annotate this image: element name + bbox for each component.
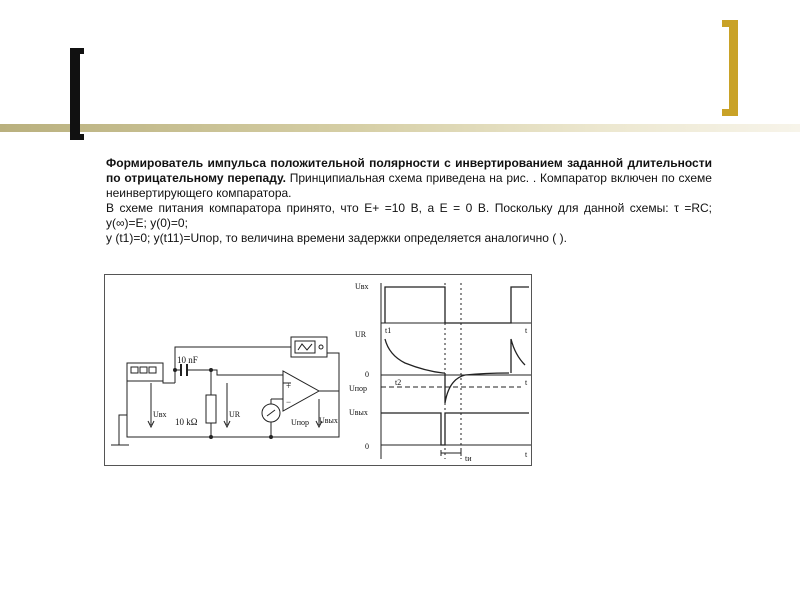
resistor-icon bbox=[206, 395, 216, 423]
generator-icon bbox=[127, 363, 163, 381]
capacitor-icon bbox=[181, 364, 187, 376]
timing-ur-label: UR bbox=[355, 330, 367, 339]
paragraph-3: y (t1)=0; y(t11)=Uпор, то величина времени задержки определяется аналогично ( ). bbox=[106, 231, 567, 245]
timing-t-label-2: t bbox=[525, 378, 528, 387]
timing-uthr-label: Uпор bbox=[349, 384, 368, 393]
circuit-ur-label: UR bbox=[229, 410, 241, 419]
comparator-plus: + bbox=[286, 381, 292, 391]
circuit-uthr-label: Uпор bbox=[291, 418, 310, 427]
circuit-and-timing-diagram bbox=[105, 275, 533, 467]
timing-t2-label: t2 bbox=[395, 378, 402, 387]
timing-zero-1: 0 bbox=[365, 370, 369, 379]
slide-text bbox=[106, 156, 712, 246]
decorative-bar bbox=[0, 124, 800, 132]
circuit-schematic bbox=[111, 337, 339, 445]
timing-t-label-3: t bbox=[525, 450, 528, 459]
timing-zero-2: 0 bbox=[365, 442, 369, 451]
timing-t-label-1: t bbox=[525, 326, 528, 335]
resistor-label: 10 kΩ bbox=[175, 417, 198, 427]
capacitor-label: 10 nF bbox=[177, 355, 198, 365]
comparator-minus: − bbox=[286, 397, 292, 407]
paragraph-1-heading: Формирователь импульса положительной полярности с инвертированием заданной длительности по отрицательному перепаду. bbox=[106, 156, 712, 185]
left-bracket-decoration bbox=[70, 48, 84, 140]
timing-tu-label: tи bbox=[465, 454, 472, 463]
timing-uout-label: Uвых bbox=[349, 408, 368, 417]
right-bracket-decoration bbox=[722, 20, 738, 116]
circuit-figure bbox=[104, 274, 532, 466]
circuit-uin-label: Uвх bbox=[153, 410, 167, 419]
timing-diagrams bbox=[381, 283, 531, 459]
timing-t1-label: t1 bbox=[385, 326, 392, 335]
circuit-uout-label: Uвых bbox=[319, 416, 338, 425]
paragraph-2: В схеме питания компаратора принято, что E+ =10 В, а E = 0 В. Поскольку для данной схемы: τ =RC; y(∞)=E; y(0)=0; bbox=[106, 201, 712, 230]
paragraph-1-body: Принципиальная схема приведена на рис. . Компаратор включен по схеме неинвертирующего компаратора. bbox=[106, 171, 712, 200]
paragraph-1 bbox=[106, 156, 712, 201]
timing-uin-label: Uвх bbox=[355, 282, 369, 291]
